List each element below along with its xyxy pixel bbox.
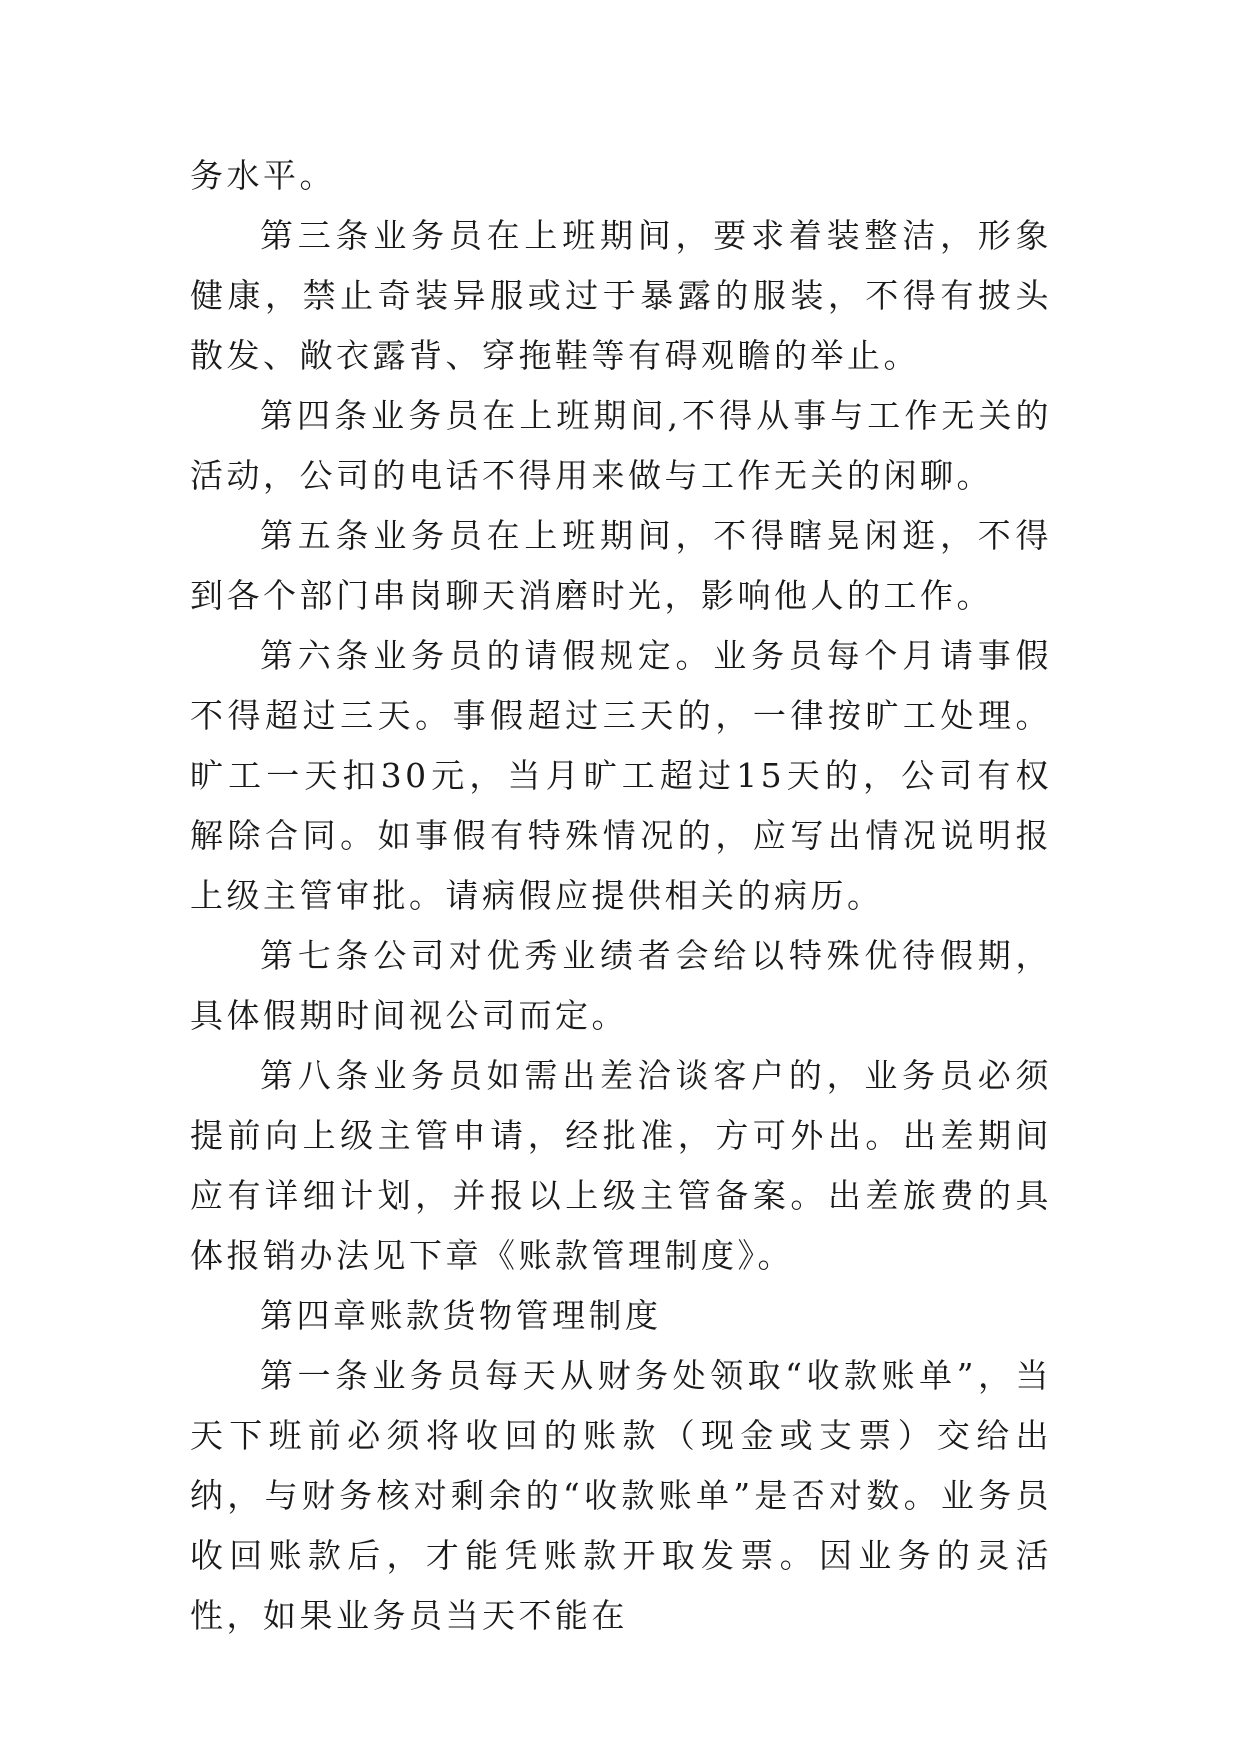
paragraph-article-3: 第三条业务员在上班期间，要求着装整洁，形象健康，禁止奇装异服或过于暴露的服装，不得有披头散发、敞衣露背、穿拖鞋等有碍观瞻的举止。 [190, 216, 1052, 375]
paragraph-article-8: 第八条业务员如需出差洽谈客户的，业务员必须提前向上级主管申请，经批准，方可外出。出差期间应有详细计划，并报以上级主管备案。出差旅费的具体报销办法见下章《账款管理制度》。 [190, 1056, 1052, 1275]
paragraph-article-6: 第六条业务员的请假规定。业务员每个月请事假不得超过三天。事假超过三天的，一律按旷工处理。旷工一天扣30元，当月旷工超过15天的，公司有权解除合同。如事假有特殊情况的，应写出情况说明报上级主管审批。请病假应提供相关的病历。 [190, 636, 1052, 915]
chapter-heading: 第四章账款货物管理制度 [260, 1296, 662, 1335]
paragraph-continuation: 务水平。 [190, 156, 336, 195]
paragraph-article-5: 第五条业务员在上班期间，不得瞎晃闲逛，不得到各个部门串岗聊天消磨时光，影响他人的工作。 [190, 516, 1052, 615]
document-body [190, 146, 1052, 1646]
paragraph-article-7: 第七条公司对优秀业绩者会给以特殊优待假期，具体假期时间视公司而定。 [190, 936, 1052, 1035]
paragraph-article-4: 第四条业务员在上班期间,不得从事与工作无关的活动，公司的电话不得用来做与工作无关的闲聊。 [190, 396, 1052, 495]
paragraph-chapter4-article-1: 第一条业务员每天从财务处领取“收款账单”，当天下班前必须将收回的账款（现金或支票）交给出纳，与财务核对剩余的“收款账单”是否对数。业务员收回账款后，才能凭账款开取发票。因业务的灵活性，如果业务员当天不能在 [190, 1356, 1052, 1635]
